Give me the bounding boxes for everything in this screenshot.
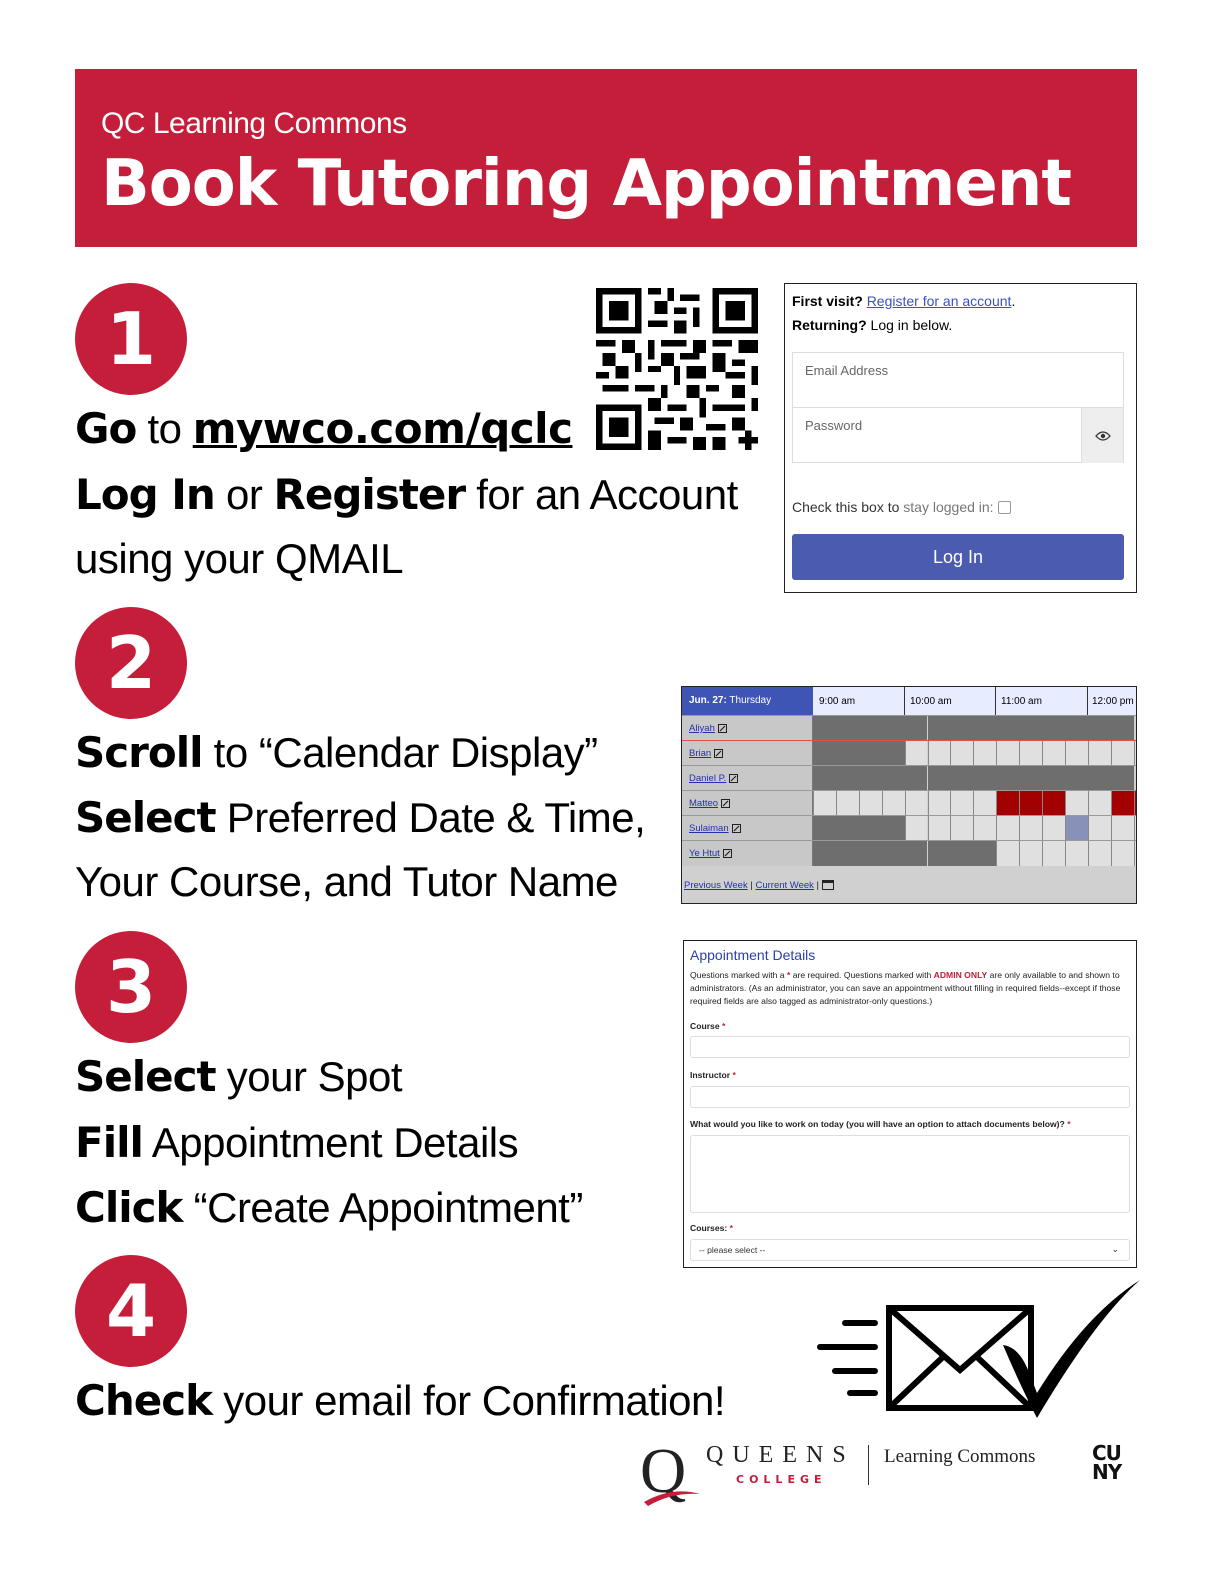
returning-line (792, 317, 952, 333)
time-slot (859, 841, 882, 866)
appointment-details-heading: Appointment Details (690, 947, 816, 963)
time-slot[interactable] (950, 816, 973, 841)
header-subtitle: QC Learning Commons (101, 107, 407, 140)
step-2-line-1 (75, 728, 598, 777)
time-slot (859, 816, 882, 841)
time-slot (1088, 766, 1111, 791)
appointment-instructions (690, 969, 1128, 1008)
mywco-link[interactable]: mywco.com/qclc (192, 404, 573, 453)
time-slot[interactable] (928, 816, 951, 841)
time-slot[interactable] (1088, 841, 1111, 866)
instructor-input[interactable] (690, 1086, 1130, 1108)
time-slot[interactable] (973, 791, 996, 816)
time-label: 11:00 am (1001, 696, 1042, 707)
edit-icon[interactable] (732, 824, 741, 833)
tutor-name-cell (682, 791, 813, 816)
step-4-badge: 4 (75, 1255, 187, 1367)
tutor-name-cell (682, 741, 813, 766)
learning-commons-wordmark: Learning Commons (884, 1446, 1036, 1467)
time-slot (1042, 766, 1065, 791)
go-label: Go (75, 404, 137, 453)
password-field[interactable] (792, 407, 1124, 463)
tutor-name-cell (682, 816, 813, 841)
step-3-line-2 (75, 1118, 518, 1167)
time-slot[interactable] (1088, 741, 1111, 766)
calendar-icon[interactable] (822, 879, 834, 890)
edit-icon[interactable] (714, 749, 723, 758)
time-slot[interactable] (973, 741, 996, 766)
time-slot[interactable] (859, 791, 882, 816)
time-slot[interactable] (996, 816, 1019, 841)
chevron-down-icon: ⌄ (1111, 1244, 1119, 1254)
time-slot[interactable] (1134, 841, 1137, 866)
calendar-display (681, 686, 1137, 904)
calendar-row (682, 715, 1137, 740)
time-slot[interactable] (1111, 816, 1134, 841)
calendar-header (682, 687, 1137, 715)
time-slot[interactable] (1088, 816, 1111, 841)
fill-label: Fill (75, 1118, 143, 1167)
login-button[interactable]: Log In (792, 534, 1124, 580)
login-panel (784, 283, 1137, 593)
time-slot[interactable] (996, 841, 1019, 866)
show-password-eye-icon[interactable] (1081, 408, 1123, 463)
time-slot (1134, 791, 1137, 816)
calendar-row (682, 740, 1137, 765)
tutor-name-cell (682, 766, 813, 791)
time-slot (950, 766, 973, 791)
time-slot (1065, 766, 1088, 791)
time-slot (882, 766, 905, 791)
calendar-row (682, 815, 1137, 840)
time-slot (813, 741, 836, 766)
time-slot[interactable] (905, 816, 928, 841)
time-slot[interactable] (905, 791, 928, 816)
time-slot[interactable] (950, 791, 973, 816)
time-slot (859, 766, 882, 791)
click-label: Click (75, 1183, 183, 1232)
cuny-logo (1092, 1441, 1122, 1484)
time-slot (950, 841, 973, 866)
first-visit-label: First visit? (792, 293, 863, 309)
time-slot[interactable] (1042, 841, 1065, 866)
tutor-name-link[interactable]: Brian (689, 748, 712, 759)
time-slot[interactable] (1042, 741, 1065, 766)
courses-select[interactable] (690, 1239, 1130, 1261)
calendar-row (682, 840, 1137, 865)
calendar-date (682, 687, 813, 715)
time-slot[interactable] (973, 816, 996, 841)
time-slot (1042, 716, 1065, 741)
tutor-name-link[interactable]: Daniel P. (689, 773, 727, 784)
step-1-badge: 1 (75, 283, 187, 395)
tutor-name-link[interactable]: Matteo (689, 798, 719, 809)
register-account-link[interactable]: Register for an account (866, 293, 1012, 309)
time-slot (973, 841, 996, 866)
time-label: 9:00 am (819, 696, 856, 707)
time-slot (859, 716, 882, 741)
step-1-line-2 (75, 470, 738, 519)
edit-icon[interactable] (729, 774, 738, 783)
previous-week-link[interactable]: Previous Week (684, 880, 748, 891)
courses-select-value: -- please select -- (699, 1245, 766, 1255)
step-1-line-3: using your QMAIL (75, 535, 404, 582)
stay-logged-in-checkbox[interactable] (998, 501, 1011, 514)
time-slot (1088, 716, 1111, 741)
time-slot (996, 716, 1019, 741)
time-label: 10:00 am (910, 696, 952, 707)
footer-divider: | (747, 880, 756, 891)
time-slot (836, 766, 859, 791)
cuny-top: CU (1092, 1441, 1121, 1465)
time-slot[interactable] (813, 791, 836, 816)
time-slot (813, 816, 836, 841)
time-slot (836, 716, 859, 741)
instr-part: Questions marked with a (690, 970, 787, 980)
time-slot (1111, 791, 1134, 816)
time-slot (813, 716, 836, 741)
queens-swoosh-icon (642, 1484, 702, 1506)
tutor-name-link[interactable]: Ye Htut (689, 848, 720, 859)
time-slot (1019, 716, 1042, 741)
footer-divider: | (813, 880, 820, 891)
email-placeholder: Email Address (805, 363, 889, 378)
time-slot (859, 741, 882, 766)
time-slot[interactable] (1088, 791, 1111, 816)
header-banner (75, 69, 1137, 247)
course-label-text: Course (690, 1021, 720, 1031)
time-slot (1019, 766, 1042, 791)
work-on-textarea[interactable] (690, 1135, 1130, 1213)
tutor-name-link[interactable]: Sulaiman (689, 823, 729, 834)
time-slot (996, 791, 1019, 816)
instr-part: are only available to and shown to administrators. (As an administrator, you can save an appointment without filling in required fields--except if those required fields are also tagged as administrator-only questions.) (690, 970, 1121, 1006)
select-spot-label: Select (75, 1052, 216, 1101)
for-account-text: for an Account (465, 471, 738, 518)
returning-label: Returning? (792, 317, 867, 333)
password-placeholder: Password (805, 418, 863, 433)
queens-q-logo: Q (640, 1435, 687, 1506)
check-label: Check (75, 1376, 213, 1425)
time-slot (1019, 791, 1042, 816)
qr-code-image (596, 288, 758, 450)
time-slot (996, 766, 1019, 791)
calendar-footer (684, 879, 834, 891)
logo-divider (868, 1445, 869, 1485)
time-slot[interactable] (836, 791, 859, 816)
step-4-line-1 (75, 1376, 725, 1425)
select-spot-rest: your Spot (215, 1053, 403, 1100)
time-slot (882, 716, 905, 741)
time-slot (950, 716, 973, 741)
email-field[interactable] (792, 352, 1124, 408)
time-slot (928, 766, 951, 791)
time-slot (928, 841, 951, 866)
time-slot[interactable] (1065, 791, 1088, 816)
instructor-label (690, 1070, 736, 1080)
time-slot (905, 766, 928, 791)
stay-label: stay logged in: (903, 499, 994, 515)
fill-rest: Appointment Details (142, 1119, 519, 1166)
time-slot[interactable] (1065, 841, 1088, 866)
time-slot (905, 716, 928, 741)
time-slot (973, 716, 996, 741)
page-title: Book Tutoring Appointment (101, 147, 1071, 221)
time-slot[interactable] (1111, 841, 1134, 866)
stay-logged-in-row (792, 499, 1011, 515)
step-3-badge: 3 (75, 931, 187, 1043)
time-slot (905, 841, 928, 866)
admin-only-label: ADMIN ONLY (933, 970, 988, 980)
time-slot[interactable] (996, 741, 1019, 766)
calendar-row (682, 765, 1137, 790)
time-slot (836, 741, 859, 766)
courses-label (690, 1223, 733, 1233)
time-slot[interactable] (928, 741, 951, 766)
edit-icon[interactable] (721, 799, 730, 808)
work-on-label-text: What would you like to work on today (you will have an option to attach documents below)? (690, 1119, 1065, 1129)
time-slot[interactable] (882, 791, 905, 816)
register-label: Register (273, 470, 466, 519)
time-slot (1111, 716, 1134, 741)
time-slot[interactable] (1019, 741, 1042, 766)
college-wordmark: COLLEGE (736, 1473, 827, 1486)
time-slot[interactable] (1019, 816, 1042, 841)
login-below-text: Log in below. (866, 317, 953, 333)
or-text: or (214, 471, 274, 518)
check-rest: your email for Confirmation! (212, 1377, 726, 1424)
time-slot[interactable] (1042, 816, 1065, 841)
time-slot[interactable] (1134, 816, 1137, 841)
time-label: 12:00 pm (1092, 696, 1134, 707)
step-3-line-3 (75, 1183, 583, 1232)
courses-label-text: Courses: (690, 1223, 728, 1233)
edit-icon[interactable] (723, 849, 732, 858)
time-slot (813, 841, 836, 866)
required-star: * (730, 1070, 736, 1080)
tutor-name-cell (682, 716, 813, 741)
work-on-label (690, 1119, 1071, 1129)
step-2-line-2 (75, 793, 645, 842)
time-slot (836, 841, 859, 866)
step-2-badge: 2 (75, 607, 187, 719)
required-star: * (719, 1021, 726, 1031)
time-slot (973, 766, 996, 791)
time-slot (1065, 716, 1088, 741)
step-1-line-1 (75, 404, 572, 453)
time-slot (813, 766, 836, 791)
scroll-label: Scroll (75, 728, 203, 777)
register-period: . (1011, 293, 1016, 309)
required-star: * (1064, 1119, 1071, 1129)
required-star: * (786, 970, 791, 980)
tutor-name-cell (682, 841, 813, 866)
edit-icon[interactable] (718, 724, 727, 733)
time-slot (882, 816, 905, 841)
instructor-label-text: Instructor (690, 1070, 731, 1080)
time-slot[interactable] (928, 791, 951, 816)
instr-part: are required. Questions marked with (790, 970, 934, 980)
step-3-line-1 (75, 1052, 402, 1101)
select-rest: Preferred Date & Time, (215, 794, 646, 841)
time-slot (1111, 766, 1134, 791)
click-rest: “Create Appointment” (182, 1184, 583, 1231)
time-slot (882, 741, 905, 766)
calendar-date-label: Jun. 27: (689, 695, 727, 706)
cuny-bottom: NY (1092, 1460, 1122, 1484)
time-slot[interactable] (950, 741, 973, 766)
current-week-link[interactable]: Current Week (755, 880, 814, 891)
stay-prefix: Check this box to (792, 499, 904, 515)
course-label (690, 1021, 725, 1031)
time-slot[interactable] (1019, 841, 1042, 866)
time-slot[interactable] (1111, 741, 1134, 766)
calendar-day: Thursday (726, 695, 772, 706)
time-slot (836, 816, 859, 841)
calendar-row (682, 790, 1137, 815)
select-label: Select (75, 793, 216, 842)
course-input[interactable] (690, 1036, 1130, 1058)
time-slot[interactable] (1065, 741, 1088, 766)
first-visit-line (792, 293, 1015, 309)
time-slot[interactable] (905, 741, 928, 766)
email-sent-check-icon (815, 1275, 1145, 1425)
time-slot (1042, 791, 1065, 816)
time-slot (928, 716, 951, 741)
appointment-details-panel (683, 940, 1137, 1268)
time-slot (882, 841, 905, 866)
scroll-rest: to “Calendar Display” (202, 729, 598, 776)
go-to-text: to (136, 405, 193, 452)
login-label: Log In (75, 470, 215, 519)
queens-wordmark: QUEENS (706, 1442, 855, 1468)
time-slot (1065, 816, 1088, 841)
step-2-line-3: Your Course, and Tutor Name (75, 858, 618, 905)
required-star: * (727, 1223, 733, 1233)
tutor-name-link[interactable]: Aliyah (689, 723, 715, 734)
time-slot[interactable] (1134, 741, 1137, 766)
footer-logos (640, 1435, 1140, 1510)
